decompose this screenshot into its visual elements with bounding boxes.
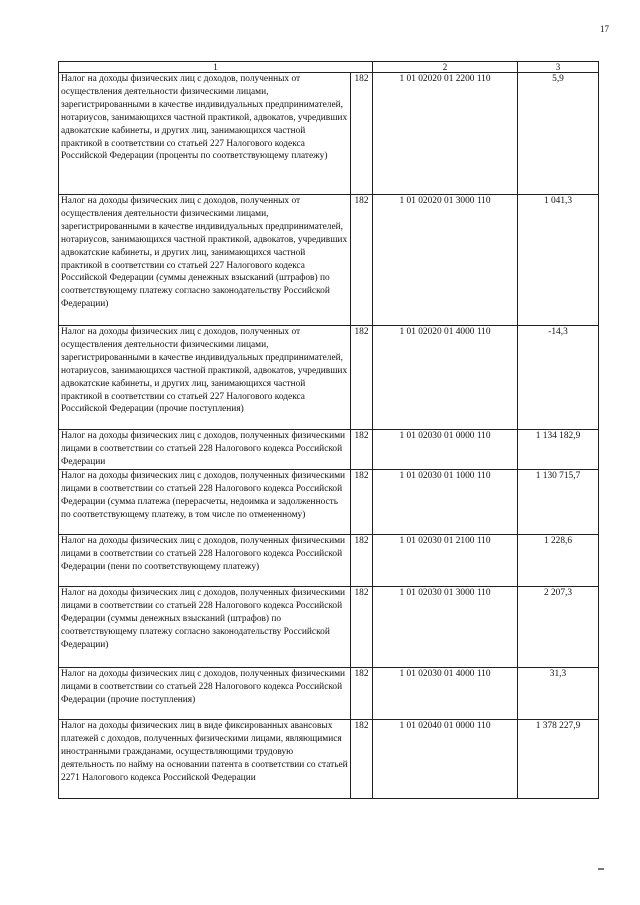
row-name (59, 470, 351, 535)
row-amount: 1 041,3 (518, 195, 599, 326)
row-admin-code: 182 (351, 73, 373, 195)
row-amount: 1 228,6 (518, 535, 599, 587)
column-header-3: 3 (518, 62, 599, 73)
row-amount: -14,3 (518, 326, 599, 430)
row-admin-code: 182 (351, 587, 373, 668)
table-row (59, 535, 599, 587)
column-header-2: 2 (373, 62, 518, 73)
page-number: 17 (600, 24, 609, 34)
row-admin-code: 182 (351, 720, 373, 799)
scan-mark (598, 868, 604, 870)
row-name (59, 720, 351, 799)
table-row (59, 668, 599, 720)
row-name (59, 326, 351, 430)
table-row (59, 720, 599, 799)
table-row (59, 73, 599, 195)
row-amount: 2 207,3 (518, 587, 599, 668)
row-budget-code: 1 01 02040 01 0000 110 (373, 720, 518, 799)
row-budget-code: 1 01 02020 01 2200 110 (373, 73, 518, 195)
row-name-text: Налог на доходы физических лиц в виде фиксированных авансовых платежей с доходов, полученных физическими лицами, являющимися иностранными гражданами, осуществляющими трудовую деятельность по найму на основании патента в соответствии со статьей 2271 Налогового кодекса Российской Федерации (61, 721, 348, 783)
row-name (59, 430, 351, 470)
table-header-row (59, 62, 599, 73)
row-budget-code: 1 01 02030 01 2100 110 (373, 535, 518, 587)
column-header-1: 1 (59, 62, 373, 73)
row-name-text: Налог на доходы физических лиц с доходов, полученных от осуществления деятельности физическими лицами, зарегистрированными в качестве индивидуальных предпринимателей, нотариусов, занимающихся частной практикой, адвокатов, учредивших адвокатские кабинеты, и других лиц, занимающихся частной практикой в соответствии со статьей 227 Налогового кодекса Российской Федерации (суммы денежных взысканий (штрафов) по соответствующему платежу согласно законодательству Российской Федерации) (61, 196, 348, 310)
row-name-text: Налог на доходы физических лиц с доходов, полученных физическими лицами в соответствии со статьей 228 Налогового кодекса Российской Федерации (суммы денежных взысканий (штрафов) по соответствующему платежу согласно законодательству Российской Федерации) (61, 588, 346, 650)
row-admin-code: 182 (351, 195, 373, 326)
table-row (59, 470, 599, 535)
row-name (59, 535, 351, 587)
table-row (59, 195, 599, 326)
table-row (59, 587, 599, 668)
row-name (59, 587, 351, 668)
row-budget-code: 1 01 02030 01 3000 110 (373, 587, 518, 668)
row-amount: 1 378 227,9 (518, 720, 599, 799)
row-name-text: Налог на доходы физических лиц с доходов, полученных физическими лицами в соответствии со статьей 228 Налогового кодекса Российской Федерации (сумма платежа (перерасчеты, недоимка и задолженность по соответствующему платежу, в том числе по отмененному) (61, 471, 346, 520)
row-admin-code: 182 (351, 326, 373, 430)
row-name-text: Налог на доходы физических лиц с доходов, полученных физическими лицами в соответствии со статьей 228 Налогового кодекса Российской Федерации (пени по соответствующему платежу) (61, 536, 346, 572)
row-budget-code: 1 01 02020 01 4000 110 (373, 326, 518, 430)
row-admin-code: 182 (351, 470, 373, 535)
table-row (59, 430, 599, 470)
row-name-text: Налог на доходы физических лиц с доходов, полученных физическими лицами в соответствии со статьей 228 Налогового кодекса Российской Федерации (61, 431, 346, 467)
row-amount: 1 130 715,7 (518, 470, 599, 535)
row-budget-code: 1 01 02030 01 1000 110 (373, 470, 518, 535)
row-admin-code: 182 (351, 535, 373, 587)
row-budget-code: 1 01 02020 01 3000 110 (373, 195, 518, 326)
row-budget-code: 1 01 02030 01 4000 110 (373, 668, 518, 720)
row-amount: 5,9 (518, 73, 599, 195)
row-amount: 1 134 182,9 (518, 430, 599, 470)
row-amount: 31,3 (518, 668, 599, 720)
row-name (59, 73, 351, 195)
revenue-table (58, 61, 599, 799)
row-budget-code: 1 01 02030 01 0000 110 (373, 430, 518, 470)
row-name (59, 668, 351, 720)
table-row (59, 326, 599, 430)
row-name (59, 195, 351, 326)
row-name-text: Налог на доходы физических лиц с доходов, полученных от осуществления деятельности физическими лицами, зарегистрированными в качестве индивидуальных предпринимателей, нотариусов, занимающихся частной практикой, адвокатов, учредивших адвокатские кабинеты, и других лиц, занимающихся частной практикой в соответствии со статьей 227 Налогового кодекса Российской Федерации (проценты по соответствующему платежу) (61, 74, 348, 162)
row-name-text: Налог на доходы физических лиц с доходов, полученных физическими лицами в соответствии со статьей 228 Налогового кодекса Российской Федерации (прочие поступления) (61, 669, 346, 705)
row-admin-code: 182 (351, 668, 373, 720)
row-name-text: Налог на доходы физических лиц с доходов, полученных от осуществления деятельности физическими лицами, зарегистрированными в качестве индивидуальных предпринимателей, нотариусов, занимающихся частной практикой, адвокатов, учредивших адвокатские кабинеты, и других лиц, занимающихся частной практикой в соответствии со статьей 227 Налогового кодекса Российской Федерации (прочие поступления) (61, 327, 348, 415)
row-admin-code: 182 (351, 430, 373, 470)
